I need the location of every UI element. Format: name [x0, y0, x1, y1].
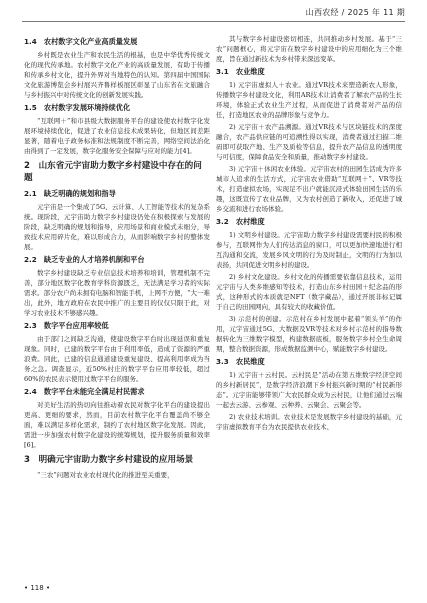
paragraph: 1) 文明乡村建设。元宇宙助力数字乡村建设需要村民的积极参与，互联网作为人们传达消息的窗口，可以更加快速地进行相互沟通和交流，发展乡风文明的行为及时制止，文明的行为加以表扬，共同促进文明乡村的建设。 — [216, 231, 402, 269]
paragraph: 对美好生活的热切向往推动着农民对数字化平台的建设提出更高、更细的要求，然而，目前农村数字化平台覆盖尚不够全面，难以满足多样化需求，制约了农村地区数字化发展。因此，需进一步加强农村数字化建设的统筹规划，提升服务质量和效率[6]。 — [24, 401, 210, 449]
right-column — [216, 34, 402, 434]
left-column — [24, 34, 210, 482]
subsection-heading: 2.3 数字平台应用率较低 — [24, 321, 109, 330]
journal-issue-label: 山西农经 / 2025 年 11 期 — [305, 8, 405, 17]
header-rule — [22, 21, 405, 22]
page-number: • 118 • — [24, 584, 51, 592]
subsection-heading: 1.4 农村数字文化产业高质量发展 — [24, 37, 138, 46]
running-header — [0, 0, 427, 24]
paragraph: 3) 元宇宙＋休闲农业体验。元宇宙农村的田园生活成为许多城市人追求的生活方式，元宇宙农业借助“互联网＋”、VR等技术，打造虚拟农场，实现足不出户就能沉浸式体验田园生活的乐趣，这既宣传了农业品牌，又为农村创造了新收入，还促进了城乡交流和进行农场体验。 — [216, 165, 402, 213]
subsection-heading: 2.4 数字平台未能完全满足村民需求 — [24, 387, 145, 396]
paragraph: 2) 农业技术培训。农业技术是发展数字乡村建设的基础，元宇宙虚拟教育平台为农民提供农业技术、 — [216, 413, 402, 431]
paragraph: 1) 元宇宙虚拟人＋农业。通过VR技术来塑造新农人形象，传播数字乡村建设文化，利用AR技术让消费者了解农产品的生长环境，体验正式农业生产过程，从而促进了消费者对产品的信任，打造地区农业的品牌形象与竞争力。 — [216, 81, 402, 119]
paragraph: 由于部门之间缺乏沟通，使建设数字平台时出现延误和重复现象。同时，已建的数字平台由于利用率低，造成了资源的严重浪费。同此，已建的信息通道建设重复建设、提高利用率成为当务之急。调查显示，近50%村庄的数字平台应用率较低，超过60%的农民表示使用过数字平台的服务。 — [24, 335, 210, 383]
subsection-heading: 3.1 农业维度 — [216, 67, 265, 76]
subsection-heading: 2.2 缺乏专业的人才培养机制和平台 — [24, 255, 145, 264]
section-heading: 2 山东省元宇宙助力数字乡村建设中存在的问题 — [24, 161, 202, 183]
paragraph: 其与数字乡村建设密切相连，共同推动乡村发展。基于“三农”问题框心，将元宇宙在数字乡村建设中的应用细化为三个维度，旨在通过新技术为乡村带来深远变革。 — [216, 35, 402, 63]
paragraph: 2) 乡村文化建设。乡村文化的传播需要依靠信息技术，运用元宇宙与人类多维感知等技术，打造山东乡村田园＋纪念品的形式，这种形式的本质就是NFT（数字藏品），通过开展非标记属于自己的田园网向，具有较大的收藏价值。 — [216, 273, 402, 311]
subsection-heading: 2.1 缺乏明确的规划和指导 — [24, 189, 116, 198]
section-heading: 3 明确元宇宙助力数字乡村建设的应用场景 — [24, 455, 194, 465]
paragraph: 1) 元宇宙＋云村民。云村民是“活动在第五维数字经济空间的乡村新居民”，是数字经济浪潮下乡村振兴新时期的“村民新形态”。元宇宙能够带领广大农民群众成为云村民，让他们通过云端一起去云游、云参观、云种养、云聚会、云聚会等。 — [216, 371, 402, 409]
paragraph: 数字乡村建设缺乏专业信息技术培养和培训，管理机制不完善，部分地区数字化教育学科资源匮乏，无法满足学习者的实际需求。部分农户尚未拥有电脑和智能手机，上网不方便，“大一难出，此外，地方政府在农民中推广的主要目的仅仅只限于此，对学习农业技术不够感兴趣。 — [24, 269, 210, 317]
paragraph: 3) 示范村的创建。示范村在乡村发展中起着“领头羊”的作用，元宇宙通过5G、大数据及VR等技术对乡村示范村的指导数据转化为三维数字模型，构建数据底板，服务数字乡村全生命周期，整合数据资源，形成数据监测中心，赋能数字乡村建设。 — [216, 315, 402, 353]
paragraph: “互联网＋”和市县级大数据服务平台的建设使农村数字化发展环境持续优化，促进了农业信息技术成果转化，但地区间差距显著，随着电子政务标准和法规制度不断完善，网络空间法治化由得到了一定发展，数字化服务安全保障与应对的能力[4]。 — [24, 117, 210, 155]
subsection-heading: 1.5 农村数字发展环境持续优化 — [24, 103, 131, 112]
paragraph: 元宇宙是一个集成了5G、云计算、人工智能等技术的复杂系统。现阶段，元宇宙助力数字乡村建设仍处在积极探索与发展的阶段，缺乏明确的规划和指导，应用场景和商业模式未细分，导致技术应用碎片化，难以形成合力，从而影响数字乡村的整体发展。 — [24, 203, 210, 251]
subsection-heading: 3.3 农民维度 — [216, 357, 265, 366]
paragraph: “三农”问题对农业农村现代化的推进至关重要， — [37, 471, 174, 479]
paragraph: 乡村既是农业生产和农民生活的根基，也是中华优秀传统文化的现代传承地。农村数字文化产业的高质量发展，有助于传播和传承乡村文化，提升外界对当地特色的认知。第四届中国国际文化旅游博览会乡村展兴齐鲁样板展区彰显了山东省在文旅融合与乡村振兴中对传统文化的创新发展实践。 — [24, 51, 210, 99]
subsection-heading: 3.2 农村维度 — [216, 217, 265, 226]
paragraph: 2) 元宇宙＋农产品溯源。通过VR技术与区块链技术的深度融合，农产品供应链的可追溯性得以实现，消费者通过扫描二维码即可获取产地、生产及质检等信息，提升农产品信息的透明度与可信度，保障食品安全和质量，推动数字乡村建设。 — [216, 123, 402, 161]
